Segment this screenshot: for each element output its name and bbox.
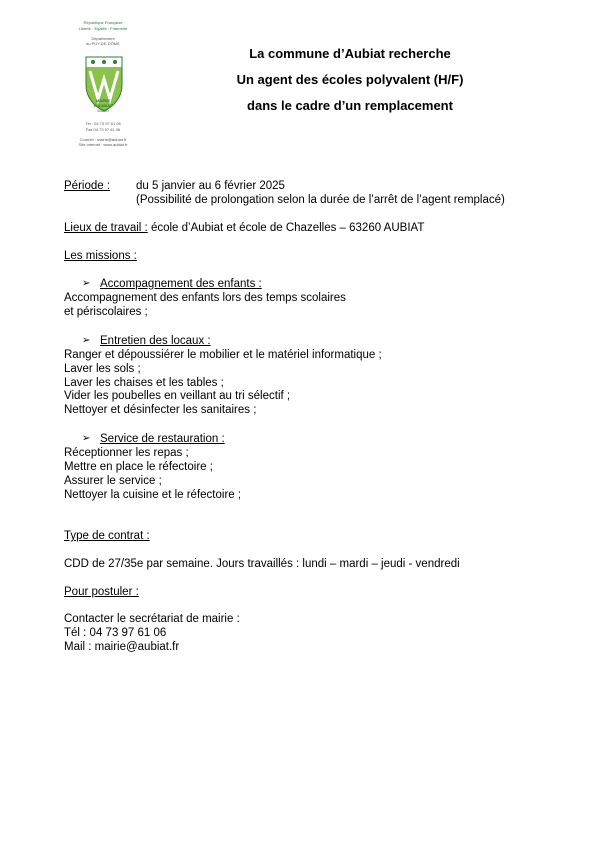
periode-note: (Possibilité de prolongation selon la durée de l’arrêt de l’agent remplacé): [136, 194, 505, 206]
lieux-label: Lieux de travail :: [64, 222, 148, 234]
mission-heading-entretien: Entretien des locaux :: [100, 335, 211, 347]
mission-item: Laver les chaises et les tables ;: [64, 377, 224, 389]
letterhead-republic: République Française: [83, 20, 123, 25]
contrat-label: Type de contrat :: [64, 530, 150, 542]
letterhead-postcode: 63260: [97, 108, 109, 113]
postuler-mail: Mail : mairie@aubiat.fr: [64, 641, 180, 653]
mission-item: Réceptionner les repas ;: [64, 447, 189, 459]
postuler-label: Pour postuler :: [64, 586, 139, 598]
postuler-contact: Contacter le secrétariat de mairie :: [64, 613, 240, 625]
letterhead-department-name: du PUY-DE-DÔME: [86, 41, 120, 46]
lieux-line: [64, 221, 424, 235]
mission-item: Nettoyer et désinfecter les sanitaires ;: [64, 404, 257, 416]
mission-item: Assurer le service ;: [64, 475, 162, 487]
mission-item: Nettoyer la cuisine et le réfectoire ;: [64, 489, 242, 501]
lieux-value: école d’Aubiat et école de Chazelles – 63260 AUBIAT: [147, 222, 425, 234]
letterhead-fax: Fax 04 73 97 61 06: [85, 127, 121, 132]
letterhead: [78, 20, 128, 150]
letterhead-courriel: Courriel : mairie@aubiat.fr: [79, 137, 127, 142]
mission-item: Laver les sols ;: [64, 363, 141, 375]
mission-item: et périscolaires ;: [64, 306, 148, 318]
letterhead-department: Département: [91, 36, 115, 41]
letterhead-motto: Liberté · Égalité · Fraternité: [78, 26, 128, 31]
letterhead-mairie: MAIRIE: [96, 98, 110, 103]
mission-item: Accompagnement des enfants lors des temps scolaires: [64, 292, 346, 304]
mission-item: Vider les poubelles en veillant au tri sélectif ;: [64, 390, 291, 402]
postuler-tel: Tél : 04 73 97 61 06: [64, 627, 167, 639]
periode-label: Période :: [64, 180, 111, 192]
mission-item: Ranger et dépoussiérer le mobilier et le matériel informatique ;: [64, 349, 382, 361]
periode-value: du 5 janvier au 6 février 2025: [136, 180, 285, 192]
letterhead-site: Site Internet : www.aubiat.fr: [78, 142, 128, 147]
title-line-1: La commune d’Aubiat recherche: [249, 46, 451, 61]
title-line-2: Un agent des écoles polyvalent (H/F): [236, 72, 464, 87]
mission-heading-restauration: Service de restauration :: [100, 433, 225, 445]
arrow-bullet-icon: ➢: [82, 335, 91, 346]
contrat-value: CDD de 27/35e par semaine. Jours travaillés : lundi – mardi – jeudi - vendredi: [64, 558, 460, 570]
letterhead-commune: D'AUBIAT: [93, 103, 113, 108]
arrow-bullet-icon: ➢: [82, 433, 91, 444]
mission-heading-accompagnement: Accompagnement des enfants :: [100, 278, 262, 290]
arrow-bullet-icon: ➢: [82, 278, 91, 289]
title-line-3: dans le cadre d’un remplacement: [247, 98, 453, 113]
mission-item: Mettre en place le réfectoire ;: [64, 461, 213, 473]
letterhead-tel: Tél : 04 73 97 61 06: [85, 121, 121, 126]
missions-label: Les missions :: [64, 250, 137, 262]
